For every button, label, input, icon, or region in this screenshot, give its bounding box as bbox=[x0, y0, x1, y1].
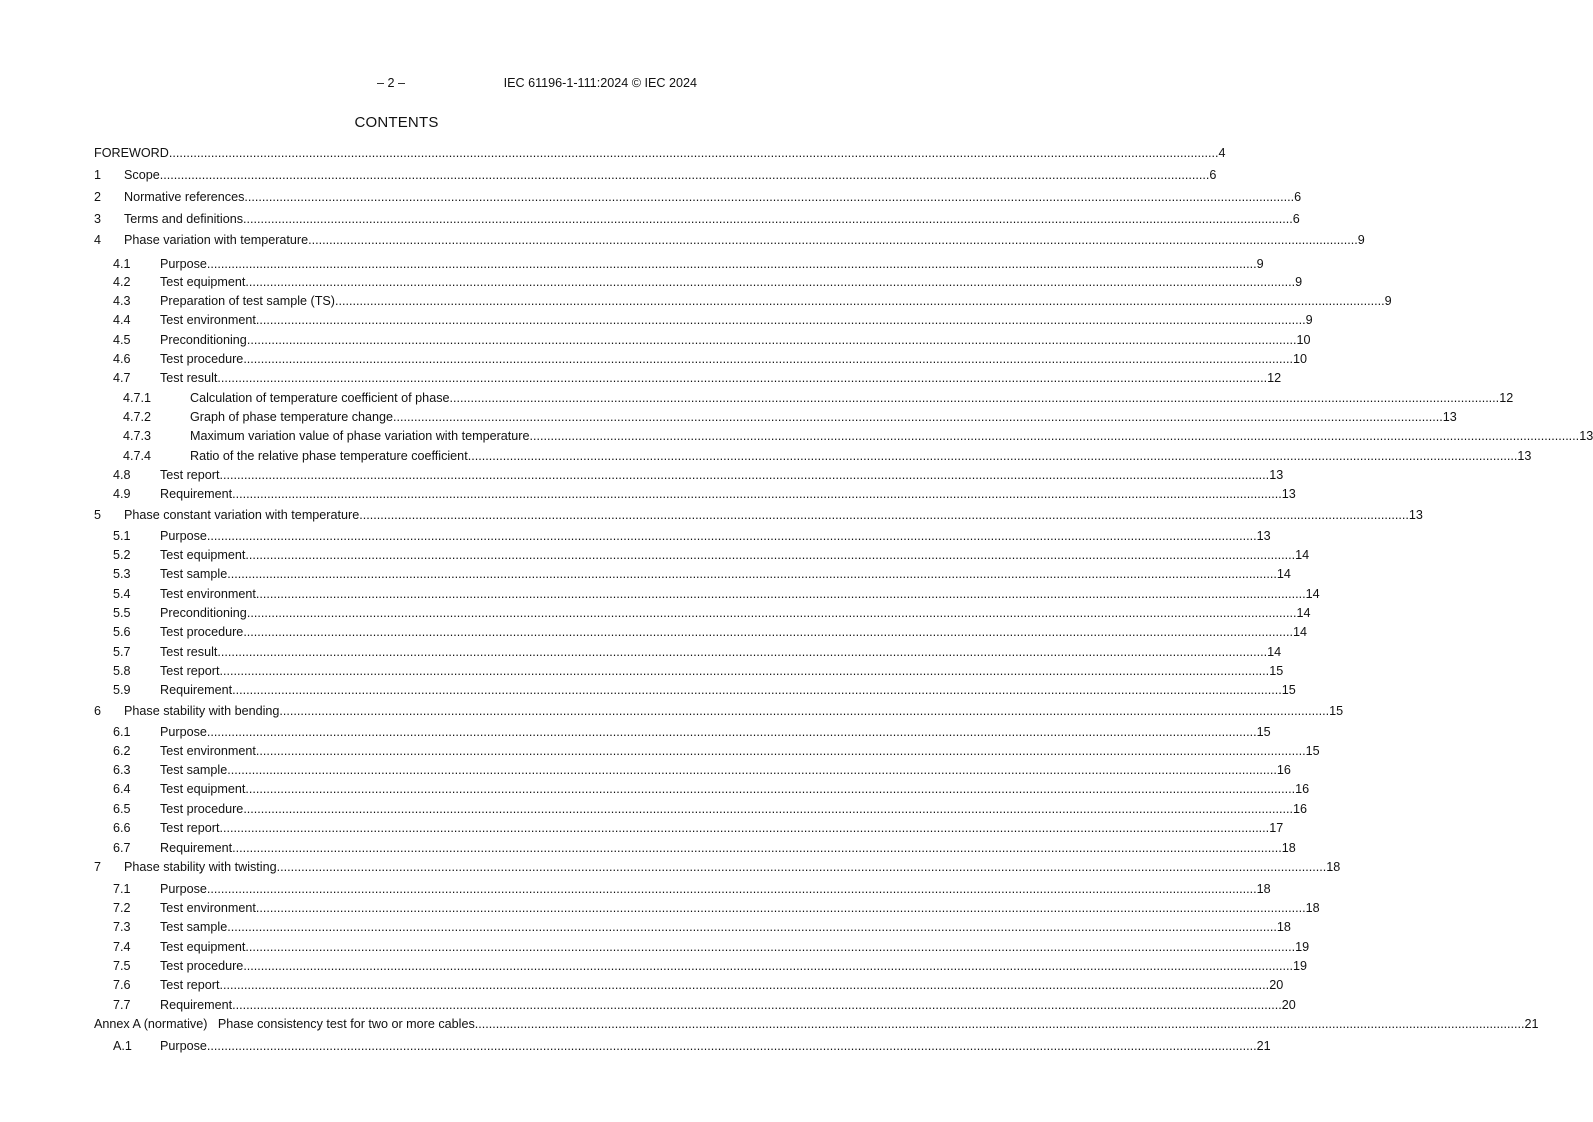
toc-entry-title: Test equipment bbox=[160, 782, 246, 796]
toc-entry-title: Terms and definitions bbox=[124, 212, 244, 226]
toc-entry[interactable] bbox=[94, 232, 1365, 248]
toc-entry[interactable] bbox=[113, 1038, 1271, 1054]
toc-entry-number: 7.3 bbox=[113, 920, 131, 934]
toc-entry[interactable] bbox=[123, 390, 1514, 406]
toc-entry[interactable] bbox=[94, 211, 1300, 227]
toc-entry-page: 19 bbox=[1295, 940, 1310, 954]
toc-entry-page: 9 bbox=[1357, 233, 1365, 247]
toc-entry[interactable] bbox=[113, 370, 1282, 386]
toc-entry-title: Test environment bbox=[160, 744, 256, 758]
toc-entry-title: Phase constant variation with temperature bbox=[124, 508, 360, 522]
toc-entry-number: 7.1 bbox=[113, 882, 131, 896]
toc-entry-page: 9 bbox=[1295, 275, 1303, 289]
dot-leader: ............................................................................................................................................................................................................................................................................................................ bbox=[206, 257, 1257, 271]
toc-entry[interactable] bbox=[94, 507, 1423, 523]
dot-leader: ............................................................................................................................................................................................................................................................................................................ bbox=[206, 529, 1257, 543]
dot-leader: ............................................................................................................................................................................................................................................................................................................ bbox=[168, 146, 1219, 160]
toc-entry[interactable] bbox=[94, 145, 1226, 161]
toc-entry-title: Test result bbox=[160, 371, 218, 385]
toc-entry-number: 5.8 bbox=[113, 664, 131, 678]
toc-entry-number: 6.5 bbox=[113, 802, 131, 816]
toc-entry-page: 6 bbox=[1292, 212, 1300, 226]
dot-leader: ............................................................................................................................................................................................................................................................................................................ bbox=[232, 683, 1282, 697]
toc-entry-page: 15 bbox=[1256, 725, 1271, 739]
toc-entry[interactable] bbox=[113, 467, 1284, 483]
toc-entry-title: Purpose bbox=[160, 725, 207, 739]
toc-entry-page: 14 bbox=[1293, 625, 1308, 639]
toc-entry[interactable] bbox=[113, 256, 1264, 272]
toc-entry-number: 4.5 bbox=[113, 333, 131, 347]
toc-entry-page: 14 bbox=[1295, 548, 1310, 562]
toc-entry-title: Purpose bbox=[160, 529, 207, 543]
toc-entry[interactable] bbox=[113, 958, 1308, 974]
document-id: IEC 61196-1-111:2024 © IEC 2024 bbox=[503, 76, 697, 90]
dot-leader: ............................................................................................................................................................................................................................................................................................................ bbox=[245, 940, 1296, 954]
dot-leader: ............................................................................................................................................................................................................................................................................................................ bbox=[243, 802, 1293, 816]
toc-entry-title: Requirement bbox=[160, 998, 233, 1012]
dot-leader: ............................................................................................................................................................................................................................................................................................................ bbox=[227, 763, 1277, 777]
dot-leader: ............................................................................................................................................................................................................................................................................................................ bbox=[219, 978, 1270, 992]
toc-entry[interactable] bbox=[94, 703, 1344, 719]
toc-entry-page: 18 bbox=[1256, 882, 1271, 896]
toc-entry-page: 12 bbox=[1499, 391, 1514, 405]
toc-entry[interactable] bbox=[113, 274, 1303, 290]
toc-entry-page: 10 bbox=[1296, 333, 1311, 347]
toc-entry-page: 21 bbox=[1524, 1017, 1539, 1031]
toc-entry-number: 1 bbox=[94, 168, 102, 182]
toc-entry-title: Maximum variation value of phase variation with temperature bbox=[190, 429, 530, 443]
toc-entry-title: Requirement bbox=[160, 683, 233, 697]
toc-entry-number: 5.9 bbox=[113, 683, 131, 697]
dot-leader: ............................................................................................................................................................................................................................................................................................................ bbox=[206, 725, 1257, 739]
toc-entry-title: Test environment bbox=[160, 901, 256, 915]
toc-entry[interactable] bbox=[123, 428, 1593, 444]
dot-leader: ............................................................................................................................................................................................................................................................................................................ bbox=[243, 959, 1293, 973]
toc-entry-number: 4.3 bbox=[113, 294, 131, 308]
toc-entry-page: 12 bbox=[1267, 371, 1282, 385]
toc-entry-page: 6 bbox=[1209, 168, 1217, 182]
toc-entry[interactable] bbox=[113, 663, 1284, 679]
toc-entry-title: Test sample bbox=[160, 920, 228, 934]
dot-leader: ............................................................................................................................................................................................................................................................................................................ bbox=[217, 371, 1268, 385]
dot-leader: ............................................................................................................................................................................................................................................................................................................ bbox=[227, 567, 1277, 581]
toc-entry-number: 5.4 bbox=[113, 587, 131, 601]
toc-entry-page: 4 bbox=[1218, 146, 1226, 160]
toc-entry[interactable] bbox=[94, 859, 1341, 875]
toc-entry-number: 6.3 bbox=[113, 763, 131, 777]
toc-entry-number: 4.7 bbox=[113, 371, 131, 385]
toc-entry-title: Phase variation with temperature bbox=[124, 233, 309, 247]
toc-entry-page: 13 bbox=[1579, 429, 1593, 443]
toc-entry-number: 5.2 bbox=[113, 548, 131, 562]
toc-entry-page: 16 bbox=[1293, 802, 1308, 816]
toc-entry[interactable] bbox=[113, 801, 1308, 817]
dot-leader: ............................................................................................................................................................................................................................................................................................................ bbox=[245, 275, 1296, 289]
toc-entry-number: 7.5 bbox=[113, 959, 131, 973]
toc-entry-page: 13 bbox=[1281, 487, 1296, 501]
toc-entry[interactable] bbox=[113, 528, 1271, 544]
toc-entry-page: 6 bbox=[1294, 190, 1302, 204]
toc-entry-title: Test sample bbox=[160, 763, 228, 777]
dot-leader: ............................................................................................................................................................................................................................................................................................................ bbox=[227, 920, 1277, 934]
dot-leader: ............................................................................................................................................................................................................................................................................................................ bbox=[449, 391, 1500, 405]
toc-entry[interactable] bbox=[113, 977, 1284, 993]
dot-leader: ............................................................................................................................................................................................................................................................................................................ bbox=[255, 313, 1306, 327]
toc-entry[interactable] bbox=[113, 566, 1291, 582]
toc-entry-title: Phase stability with bending bbox=[124, 704, 280, 718]
toc-entry-page: 16 bbox=[1276, 763, 1291, 777]
toc-entry-title: Purpose bbox=[160, 1039, 207, 1053]
toc-entry[interactable] bbox=[113, 781, 1310, 797]
toc-entry-title: Purpose bbox=[160, 882, 207, 896]
toc-entry-title: Scope bbox=[124, 168, 160, 182]
dot-leader: ............................................................................................................................................................................................................................................................................................................ bbox=[255, 901, 1306, 915]
dot-leader: ............................................................................................................................................................................................................................................................................................................ bbox=[217, 645, 1268, 659]
dot-leader: ............................................................................................................................................................................................................................................................................................................ bbox=[255, 744, 1306, 758]
toc-entry-number: 7 bbox=[94, 860, 102, 874]
toc-entry-page: 15 bbox=[1281, 683, 1296, 697]
toc-entry-page: 15 bbox=[1269, 664, 1284, 678]
toc-entry-page: 13 bbox=[1517, 449, 1532, 463]
toc-entry-page: 18 bbox=[1305, 901, 1320, 915]
toc-entry[interactable] bbox=[113, 312, 1313, 328]
toc-entry-page: 19 bbox=[1293, 959, 1308, 973]
toc-entry-title: Test sample bbox=[160, 567, 228, 581]
toc-entry-page: 18 bbox=[1276, 920, 1291, 934]
toc-entry-title: Ratio of the relative phase temperature coefficient bbox=[190, 449, 468, 463]
toc-entry-title: Normative references bbox=[124, 190, 245, 204]
toc-entry-number: 5.3 bbox=[113, 567, 131, 581]
dot-leader: ............................................................................................................................................................................................................................................................................................................ bbox=[219, 664, 1270, 678]
dot-leader: ............................................................................................................................................................................................................................................................................................................ bbox=[474, 1017, 1525, 1031]
toc-entry-title: Test equipment bbox=[160, 275, 246, 289]
toc-entry-number: 4.1 bbox=[113, 257, 131, 271]
toc-entry-page: 10 bbox=[1293, 352, 1308, 366]
toc-entry-title: Test environment bbox=[160, 313, 256, 327]
toc-entry-title: Phase stability with twisting bbox=[124, 860, 277, 874]
toc-entry[interactable] bbox=[113, 724, 1271, 740]
toc-entry-title: Test equipment bbox=[160, 940, 246, 954]
toc-entry-title: Test procedure bbox=[160, 625, 244, 639]
toc-entry-number: 2 bbox=[94, 190, 102, 204]
toc-entry-title: Requirement bbox=[160, 487, 233, 501]
toc-entry[interactable] bbox=[113, 644, 1282, 660]
toc-entry-title: Test report bbox=[160, 664, 220, 678]
toc-entry-number: 3 bbox=[94, 212, 102, 226]
toc-entry-page: 14 bbox=[1267, 645, 1282, 659]
toc-entry-number: 6.6 bbox=[113, 821, 131, 835]
toc-entry-number: 6 bbox=[94, 704, 102, 718]
dot-leader: ............................................................................................................................................................................................................................................................................................................ bbox=[159, 168, 1210, 182]
toc-entry-number: 4.7.1 bbox=[123, 391, 152, 405]
toc-entry[interactable] bbox=[94, 189, 1302, 205]
dot-leader: ............................................................................................................................................................................................................................................................................................................ bbox=[334, 294, 1385, 308]
toc-entry[interactable] bbox=[113, 762, 1291, 778]
toc-entry-number: 7.7 bbox=[113, 998, 131, 1012]
toc-entry-page: 21 bbox=[1256, 1039, 1271, 1053]
dot-leader: ............................................................................................................................................................................................................................................................................................................ bbox=[206, 882, 1257, 896]
toc-entry-number: 5.7 bbox=[113, 645, 131, 659]
dot-leader: ............................................................................................................................................................................................................................................................................................................ bbox=[219, 821, 1270, 835]
toc-entry-number: 5 bbox=[94, 508, 102, 522]
toc-entry[interactable] bbox=[113, 997, 1296, 1013]
dot-leader: ............................................................................................................................................................................................................................................................................................................ bbox=[219, 468, 1270, 482]
toc-entry-page: 14 bbox=[1305, 587, 1320, 601]
dot-leader: ............................................................................................................................................................................................................................................................................................................ bbox=[245, 548, 1296, 562]
toc-entry-page: 13 bbox=[1269, 468, 1284, 482]
toc-entry-page: 18 bbox=[1281, 841, 1296, 855]
toc-entry-title: Test report bbox=[160, 978, 220, 992]
toc-entry-number: 7.2 bbox=[113, 901, 131, 915]
toc-entry-number: 6.2 bbox=[113, 744, 131, 758]
toc-entry-title: Test procedure bbox=[160, 959, 244, 973]
toc-entry-title: Purpose bbox=[160, 257, 207, 271]
toc-entry-number: 6.4 bbox=[113, 782, 131, 796]
toc-entry-page: 13 bbox=[1442, 410, 1457, 424]
toc-entry[interactable] bbox=[113, 881, 1271, 897]
toc-entry-title: Test equipment bbox=[160, 548, 246, 562]
toc-entry-number: 4.7.4 bbox=[123, 449, 152, 463]
toc-entry[interactable] bbox=[113, 840, 1296, 856]
toc-entry-page: 17 bbox=[1269, 821, 1284, 835]
toc-entry-title: Test report bbox=[160, 821, 220, 835]
toc-entry-page: 14 bbox=[1276, 567, 1291, 581]
dot-leader: ............................................................................................................................................................................................................................................................................................................ bbox=[206, 1039, 1257, 1053]
toc-entry-number: 5.5 bbox=[113, 606, 131, 620]
toc-entry[interactable] bbox=[113, 900, 1320, 916]
toc-entry-title: Calculation of temperature coefficient of phase bbox=[190, 391, 450, 405]
toc-entry[interactable] bbox=[113, 682, 1296, 698]
toc-entry-number: 7.6 bbox=[113, 978, 131, 992]
dot-leader: ............................................................................................................................................................................................................................................................................................................ bbox=[244, 190, 1295, 204]
toc-entry-page: 9 bbox=[1384, 294, 1392, 308]
toc-entry-number: 4 bbox=[94, 233, 102, 247]
toc-entry-number: 4.9 bbox=[113, 487, 131, 501]
toc-entry-page: 14 bbox=[1296, 606, 1311, 620]
toc-entry-page: 13 bbox=[1256, 529, 1271, 543]
dot-leader: ............................................................................................................................................................................................................................................................................................................ bbox=[246, 333, 1297, 347]
dot-leader: ............................................................................................................................................................................................................................................................................................................ bbox=[359, 508, 1409, 522]
dot-leader: ............................................................................................................................................................................................................................................................................................................ bbox=[308, 233, 1358, 247]
dot-leader: ............................................................................................................................................................................................................................................................................................................ bbox=[467, 449, 1518, 463]
toc-entry[interactable] bbox=[123, 409, 1457, 425]
dot-leader: ............................................................................................................................................................................................................................................................................................................ bbox=[279, 704, 1330, 718]
toc-entry-number: 4.2 bbox=[113, 275, 131, 289]
toc-entry[interactable] bbox=[113, 486, 1296, 502]
toc-entry-title: Requirement bbox=[160, 841, 233, 855]
toc-entry-number: 4.8 bbox=[113, 468, 131, 482]
toc-entry-page: 20 bbox=[1281, 998, 1296, 1012]
toc-entry-number: 4.4 bbox=[113, 313, 131, 327]
toc-entry-title: Preparation of test sample (TS) bbox=[160, 294, 335, 308]
dot-leader: ............................................................................................................................................................................................................................................................................................................ bbox=[232, 841, 1282, 855]
dot-leader: ............................................................................................................................................................................................................................................................................................................ bbox=[246, 606, 1297, 620]
toc-entry-title: Test procedure bbox=[160, 352, 244, 366]
toc-entry-page: 9 bbox=[1256, 257, 1264, 271]
toc-entry-page: 20 bbox=[1269, 978, 1284, 992]
toc-entry-number: 6.7 bbox=[113, 841, 131, 855]
toc-entry-number: 4.7.2 bbox=[123, 410, 152, 424]
dot-leader: ............................................................................................................................................................................................................................................................................................................ bbox=[245, 782, 1296, 796]
toc-entry-page: 13 bbox=[1408, 508, 1423, 522]
toc-entry[interactable] bbox=[113, 624, 1308, 640]
toc-entry-title: FOREWORD bbox=[94, 146, 169, 160]
toc-entry-page: 16 bbox=[1295, 782, 1310, 796]
toc-entry[interactable] bbox=[94, 1016, 1539, 1032]
toc-entry-number: 7.4 bbox=[113, 940, 131, 954]
toc-entry[interactable] bbox=[113, 820, 1284, 836]
dot-leader: ............................................................................................................................................................................................................................................................................................................ bbox=[232, 998, 1282, 1012]
toc-entry-title: Test result bbox=[160, 645, 218, 659]
toc-entry[interactable] bbox=[113, 605, 1311, 621]
toc-entry[interactable] bbox=[123, 448, 1532, 464]
toc-entry-title: Test report bbox=[160, 468, 220, 482]
dot-leader: ............................................................................................................................................................................................................................................................................................................ bbox=[393, 410, 1443, 424]
page-number: – 2 – bbox=[377, 76, 406, 90]
toc-entry[interactable] bbox=[113, 547, 1310, 563]
toc-entry[interactable] bbox=[113, 332, 1311, 348]
dot-leader: ............................................................................................................................................................................................................................................................................................................ bbox=[529, 429, 1580, 443]
page-title: CONTENTS bbox=[354, 114, 439, 131]
toc-entry-number: 4.6 bbox=[113, 352, 131, 366]
toc-entry-page: 18 bbox=[1326, 860, 1341, 874]
dot-leader: ............................................................................................................................................................................................................................................................................................................ bbox=[255, 587, 1306, 601]
toc-entry[interactable] bbox=[94, 167, 1217, 183]
dot-leader: ............................................................................................................................................................................................................................................................................................................ bbox=[276, 860, 1327, 874]
toc-entry[interactable] bbox=[113, 743, 1320, 759]
toc-entry-page: 15 bbox=[1305, 744, 1320, 758]
dot-leader: ............................................................................................................................................................................................................................................................................................................ bbox=[243, 352, 1293, 366]
toc-entry-title: Graph of phase temperature change bbox=[190, 410, 394, 424]
toc-entry-number: 5.6 bbox=[113, 625, 131, 639]
toc-entry-page: 9 bbox=[1305, 313, 1313, 327]
toc-entry-title: Test environment bbox=[160, 587, 256, 601]
toc-entry[interactable] bbox=[113, 293, 1392, 309]
toc-entry-title: Preconditioning bbox=[160, 333, 247, 347]
dot-leader: ............................................................................................................................................................................................................................................................................................................ bbox=[243, 212, 1293, 226]
toc-entry-number: A.1 bbox=[113, 1039, 132, 1053]
toc-entry[interactable] bbox=[113, 351, 1308, 367]
toc-entry[interactable] bbox=[113, 586, 1320, 602]
toc-entry[interactable] bbox=[113, 939, 1310, 955]
toc-entry-title: Annex A (normative) Phase consistency test for two or more cables bbox=[94, 1017, 475, 1031]
toc-entry-number: 5.1 bbox=[113, 529, 131, 543]
dot-leader: ............................................................................................................................................................................................................................................................................................................ bbox=[232, 487, 1282, 501]
toc-entry-number: 4.7.3 bbox=[123, 429, 152, 443]
toc-entry-title: Test procedure bbox=[160, 802, 244, 816]
toc-entry-number: 6.1 bbox=[113, 725, 131, 739]
dot-leader: ............................................................................................................................................................................................................................................................................................................ bbox=[243, 625, 1293, 639]
toc-entry-page: 15 bbox=[1329, 704, 1344, 718]
toc-entry-title: Preconditioning bbox=[160, 606, 247, 620]
toc-entry[interactable] bbox=[113, 919, 1291, 935]
